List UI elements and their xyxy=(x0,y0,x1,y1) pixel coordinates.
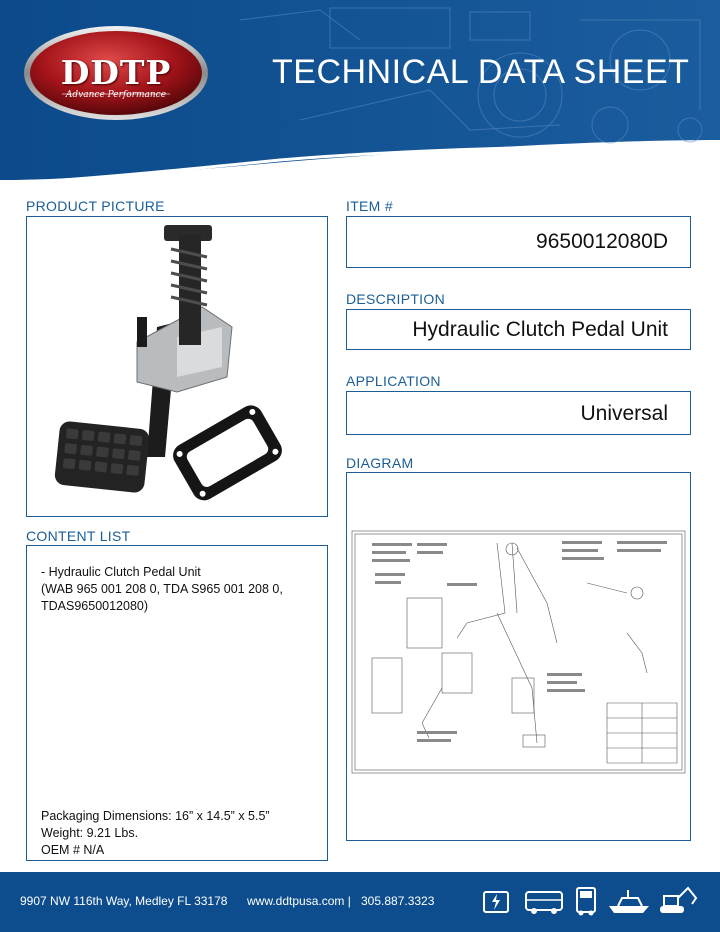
logo-text: DDTP xyxy=(60,53,172,92)
footer-address: 9907 NW 116th Way, Medley FL 33178 xyxy=(20,894,228,908)
item-number-value: 9650012080D xyxy=(536,230,668,253)
item-number-label: ITEM # xyxy=(346,198,393,214)
application-label: APPLICATION xyxy=(346,373,441,389)
generator-icon xyxy=(478,880,514,920)
footer-website[interactable]: www.ddtpusa.com | xyxy=(247,894,351,908)
header-banner xyxy=(0,0,720,185)
clutch-pedal-image xyxy=(27,217,327,516)
boat-icon xyxy=(606,880,652,920)
content-list-label: CONTENT LIST xyxy=(26,528,131,544)
diagram-label: DIAGRAM xyxy=(346,455,414,471)
packaging-info xyxy=(41,808,270,859)
item-number-box xyxy=(346,216,691,268)
product-picture-box xyxy=(26,216,328,517)
description-box xyxy=(346,309,691,350)
oem-number: OEM # N/A xyxy=(41,843,105,857)
content-list-items xyxy=(41,564,283,615)
ddtp-logo xyxy=(22,24,210,122)
application-value: Universal xyxy=(580,402,668,425)
content-list-box xyxy=(26,545,328,861)
weight: Weight: 9.21 Lbs. xyxy=(41,826,139,840)
diagram-box xyxy=(346,472,691,841)
packaging-dimensions: Packaging Dimensions: 16” x 14.5” x 5.5” xyxy=(41,809,270,823)
technical-drawing xyxy=(347,473,690,840)
application-box xyxy=(346,391,691,435)
content-line: - Hydraulic Clutch Pedal Unit xyxy=(41,565,201,579)
content-line: (WAB 965 001 208 0, TDA S965 001 208 0, xyxy=(41,582,283,596)
truck-icon xyxy=(572,880,600,920)
description-value: Hydraulic Clutch Pedal Unit xyxy=(412,318,668,341)
product-picture-label: PRODUCT PICTURE xyxy=(26,198,165,214)
bus-icon xyxy=(522,880,566,920)
excavator-icon xyxy=(656,880,700,920)
content-line: TDAS9650012080) xyxy=(41,599,149,613)
logo-tagline: Advance Performance xyxy=(65,90,167,100)
description-label: DESCRIPTION xyxy=(346,291,445,307)
page-title: TECHNICAL DATA SHEET xyxy=(272,53,690,91)
footer-phone[interactable]: 305.887.3323 xyxy=(361,894,435,908)
footer-bar xyxy=(0,872,720,932)
